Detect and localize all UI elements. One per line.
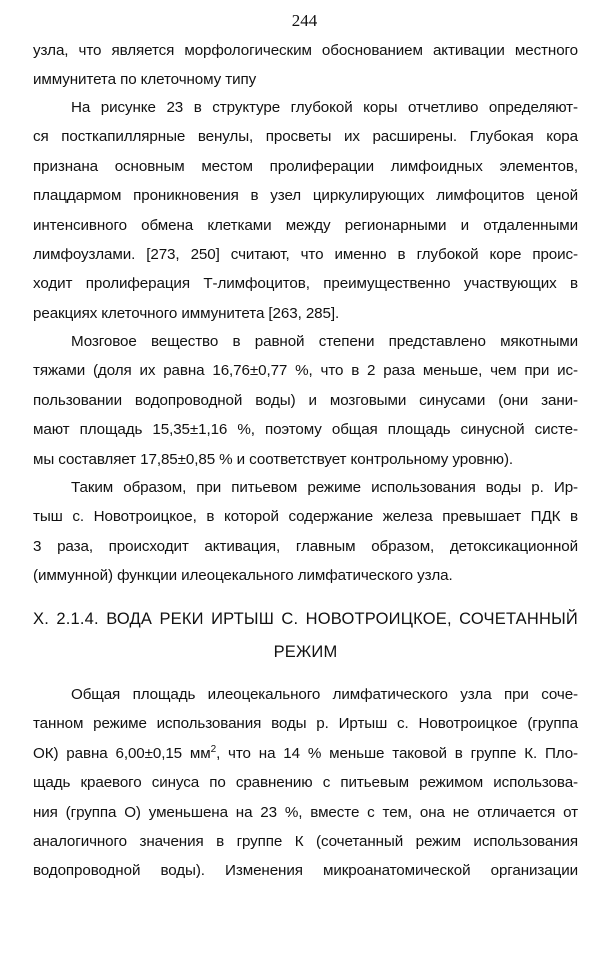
text-line: ходит пролиферация Т-лимфоцитов, преимущественно участвующих в	[33, 275, 578, 293]
text-line: мы составляет 17,85±0,85 % и соответствует контрольному уровню).	[33, 450, 514, 468]
section-heading-line-2: РЕЖИМ	[273, 643, 338, 661]
text-line: мают площадь 15,35±1,16 %, поэтому общая площадь синусной систе-	[33, 421, 578, 439]
text-line: реакциях клеточного иммунитета [263, 285].	[33, 304, 340, 322]
page-number: 244	[291, 11, 318, 30]
text-line	[33, 93, 578, 122]
paragraph-4	[33, 473, 578, 591]
paragraph-5	[33, 680, 578, 886]
section-heading	[33, 603, 578, 669]
text-line	[33, 680, 578, 709]
text-line: ния (группа О) уменьшена на 23 %, вместе с тем, она не отличается от	[33, 803, 578, 821]
text-line: ся посткапиллярные венулы, просветы их расширены. Глубокая кора	[33, 128, 578, 146]
text-line: 3 раза, происходит активация, главным образом, детоксикационной	[33, 537, 578, 555]
text-line: тяжами (доля их равна 16,76±0,77 %, что в 2 раза меньше, чем при ис-	[33, 362, 578, 380]
text-line: узла, что является морфологическим обоснованием активации местного	[33, 42, 578, 59]
text-line: аналогичного значения в группе К (сочетанный режим использования	[33, 833, 578, 851]
text-line: признана основным местом пролиферации лимфоидных элементов,	[33, 157, 578, 175]
text-line: лимфоузлами. [273, 250] считают, что именно в глубокой коре проис-	[33, 246, 578, 264]
text-segment: , что на 14 % меньше таковой в группе К. Пло-	[216, 744, 578, 762]
text-line	[33, 473, 578, 502]
text-line: танном режиме использования воды р. Иртыш с. Новотроицкое (группа	[33, 715, 578, 733]
text-line-content: Общая площадь илеоцекального лимфатического узла при соче-	[71, 686, 578, 703]
text-line	[33, 327, 578, 356]
text-segment: ОК) равна 6,00±0,15 мм	[33, 744, 211, 762]
text-line-content: Мозговое вещество в равной степени представлено мякотными	[71, 333, 578, 350]
text-line-content: Таким образом, при питьевом режиме использования воды р. Ир-	[71, 479, 578, 496]
text-line: (иммунной) функции илеоцекального лимфатического узла.	[33, 567, 453, 585]
text-line-content: На рисунке 23 в структуре глубокой коры отчетливо определяют-	[71, 99, 578, 116]
paragraph-3	[33, 327, 578, 474]
paragraph-2	[33, 93, 578, 328]
section-heading-line-1: Х. 2.1.4. ВОДА РЕКИ ИРТЫШ С. НОВОТРОИЦКОЕ, СОЧЕТАННЫЙ	[33, 610, 578, 628]
text-line: плацдармом проникновения в узел циркулирующих лимфоцитов ценой	[33, 187, 578, 205]
text-line: тыш с. Новотроицкое, в которой содержание железа превышает ПДК в	[33, 508, 578, 526]
text-line: пользовании водопроводной воды) и мозговыми синусами (они зани-	[33, 391, 578, 409]
text-line: щадь краевого синуса по сравнению с питьевым режимом использова-	[33, 774, 578, 792]
text-line: иммунитета по клеточному типу	[33, 71, 257, 89]
text-line	[33, 739, 578, 768]
text-line: интенсивного обмена клетками между регионарными и отдаленными	[33, 216, 578, 234]
paragraph-1	[33, 36, 578, 95]
superscript: 2	[210, 743, 217, 755]
text-line: водопроводной воды). Изменения микроанатомической организации	[33, 862, 578, 880]
